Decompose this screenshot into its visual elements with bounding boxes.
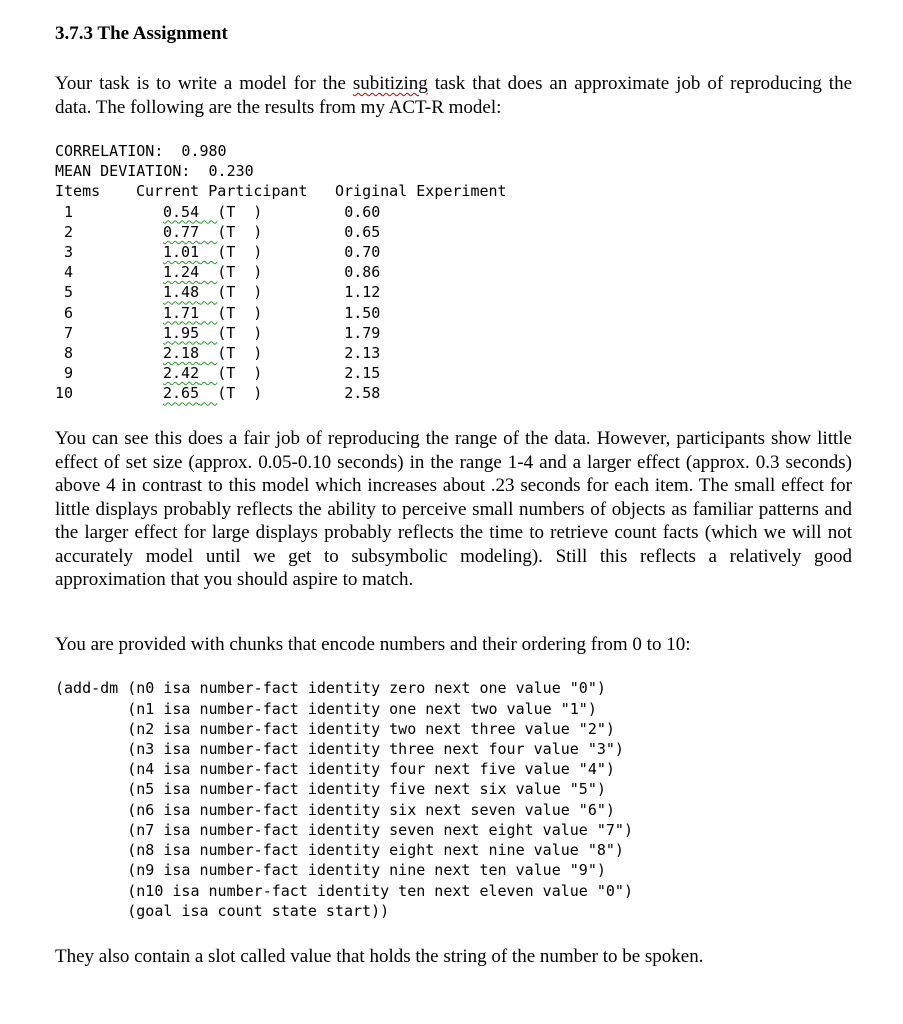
mean-deviation-line: MEAN DEVIATION: 0.230 [55,162,254,181]
add-dm-code-block [55,678,852,920]
row-flag: (T ) [217,364,263,383]
discussion-paragraph: You can see this does a fair job of reproducing the range of the data. However, participants show little effect of set size (approx. 0.05-0.10 seconds) in the range 1-4 and a larger effect (approx. 0.3 seconds) above 4 in contrast to this model which increases about .23 seconds for each item. The small effect for little displays probably reflects the ability to perceive small numbers of objects as familiar patterns and the larger effect for large displays probably reflects the time to retrieve count facts (which we will not accurately model until we get to subsymbolic modeling). Still this reflects a relatively good approximation that you should aspire to match. [55,428,852,591]
code-line: (n3 isa number-fact identity three next four value "3") [55,740,624,759]
row-current-value: 2.65 [163,384,200,403]
row-items: 10 [55,384,74,403]
row-flag: (T ) [217,343,263,362]
row-flag: (T ) [217,283,263,302]
row-flag: (T ) [217,323,263,342]
row-spacer [73,383,163,403]
row-current-value: 2.18 [163,343,200,362]
results-header [55,181,852,201]
section-heading: 3.7.3 The Assignment [55,23,228,44]
row-current-value: 0.54 [163,202,200,221]
results-row [55,282,852,302]
model-results [55,141,852,403]
row-original-value: 1.79 [344,323,381,342]
results-row [55,222,852,242]
code-line: (n6 isa number-fact identity six next seven value "6") [55,800,615,819]
row-original-value: 0.86 [344,263,381,282]
row-spacer [199,323,217,343]
row-spacer [199,222,217,242]
results-row [55,262,852,282]
row-spacer [199,363,217,383]
row-original-value: 0.65 [344,222,381,241]
results-row [55,303,852,323]
row-original-value: 1.50 [344,303,381,322]
code-line: (n1 isa number-fact identity one next two value "1") [55,699,597,718]
row-current-value: 1.24 [163,263,200,282]
row-flag: (T ) [217,202,263,221]
row-items: 5 [63,283,73,302]
row-spacer [199,262,217,282]
row-items: 7 [63,323,73,342]
row-original-value: 0.60 [344,202,381,221]
results-row [55,363,852,383]
header-items: Items [55,182,101,201]
results-row [55,343,852,363]
code-line: (n10 isa number-fact identity ten next eleven value "0") [55,881,633,900]
row-items: 2 [63,222,73,241]
row-spacer [73,222,163,242]
row-items: 4 [63,263,73,282]
row-spacer [73,303,163,323]
row-flag: (T ) [217,242,263,261]
results-rows [55,202,852,404]
row-spacer [199,282,217,302]
row-spacer [73,363,163,383]
code-line: (n8 isa number-fact identity eight next nine value "8") [55,841,624,860]
results-row [55,242,852,262]
row-flag: (T ) [217,303,263,322]
code-line: (n2 isa number-fact identity two next three value "2") [55,719,615,738]
row-current-value: 1.01 [163,242,200,261]
chunks-intro-paragraph: You are provided with chunks that encode numbers and their ordering from 0 to 10: [55,633,691,655]
row-spacer [199,202,217,222]
row-original-value: 1.12 [344,283,381,302]
row-spacer [73,242,163,262]
row-spacer [199,303,217,323]
code-line: (n7 isa number-fact identity seven next eight value "7") [55,820,633,839]
spellcheck-flagged-word[interactable]: subitizing [352,73,428,94]
row-current-value: 0.77 [163,222,200,241]
row-items: 8 [63,343,73,362]
row-spacer [73,262,163,282]
row-original-value: 2.15 [344,364,381,383]
value-slot-paragraph: They also contain a slot called value that holds the string of the number to be spoken. [55,945,704,967]
intro-text-start: Your task is to write a model for the [55,73,353,94]
row-current-value: 1.71 [163,303,200,322]
row-original-value: 2.13 [344,343,381,362]
row-flag: (T ) [217,263,263,282]
code-line: (goal isa count state start)) [55,901,390,920]
correlation-line: CORRELATION: 0.980 [55,142,227,160]
row-current-value: 1.48 [163,283,200,302]
code-line: (n4 isa number-fact identity four next five value "4") [55,760,615,779]
row-current-value: 1.95 [163,323,200,342]
row-spacer [73,202,163,222]
row-items: 9 [63,364,73,383]
row-current-value: 2.42 [163,364,200,383]
header-current: Current Participant [136,182,308,201]
intro-paragraph [55,72,852,119]
code-line: (add-dm (n0 isa number-fact identity zero next one value "0") [55,679,606,698]
results-row [55,323,852,343]
code-line: (n9 isa number-fact identity nine next ten value "9") [55,861,606,880]
row-spacer [73,343,163,363]
row-spacer [73,323,163,343]
row-spacer [199,343,217,363]
code-line: (n5 isa number-fact identity five next six value "5") [55,780,606,799]
row-original-value: 2.58 [344,384,381,403]
row-spacer [199,242,217,262]
row-original-value: 0.70 [344,242,381,261]
row-spacer [73,282,163,302]
row-items: 6 [63,303,73,322]
results-row [55,383,852,403]
row-spacer [199,383,217,403]
row-flag: (T ) [217,384,263,403]
row-items: 3 [63,242,73,261]
row-items: 1 [63,202,73,221]
results-row [55,202,852,222]
row-flag: (T ) [217,222,263,241]
intro-text-end: task that does an approximate job of reproducing the data. The following are the results from my ACT-R model: [55,73,852,118]
header-original: Original Experiment [335,182,507,201]
